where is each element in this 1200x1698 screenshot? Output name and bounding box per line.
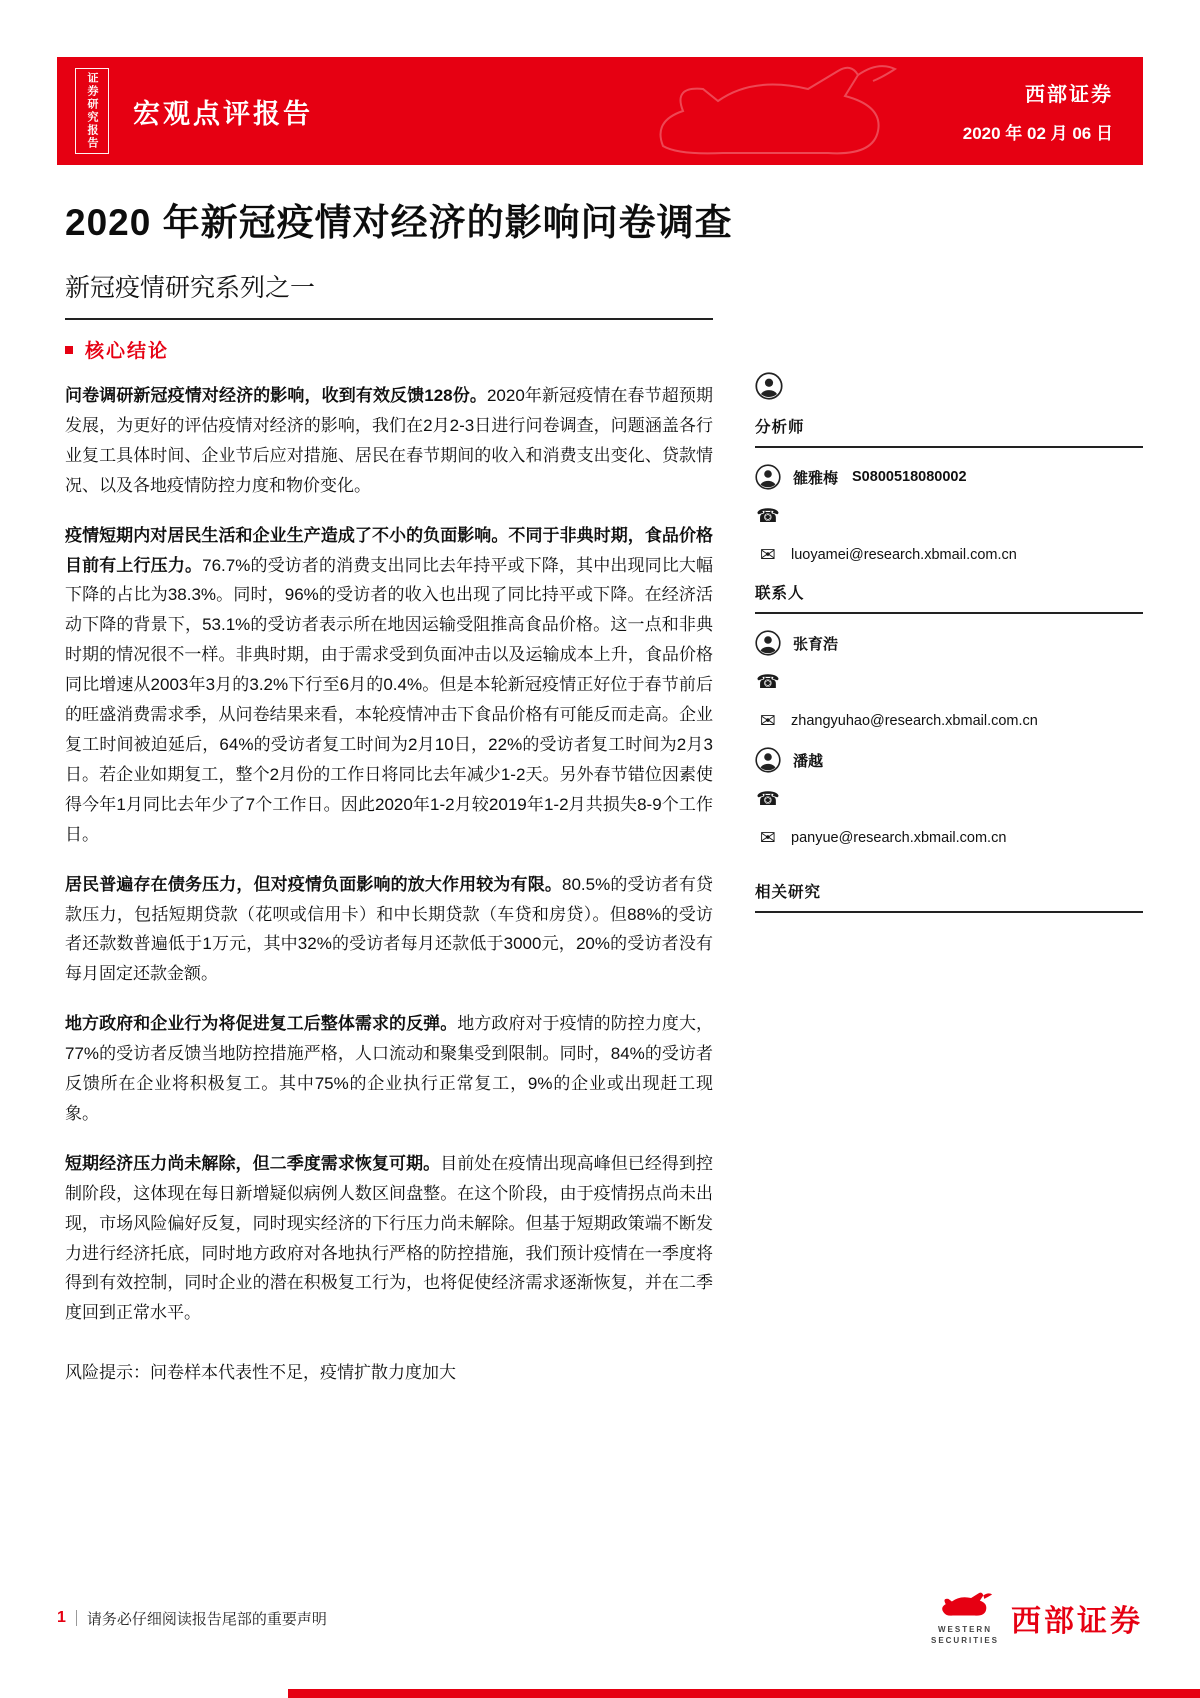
company-logo — [931, 1590, 1143, 1646]
footer-separator — [76, 1610, 77, 1626]
report-type-label: 宏观点评报告 — [133, 98, 313, 129]
analyst-row — [755, 464, 1143, 490]
paragraph-5 — [65, 1149, 713, 1328]
bull-watermark-icon — [633, 57, 933, 165]
body-text — [65, 381, 713, 1328]
page-number: 1 — [57, 1609, 66, 1627]
paragraph-3 — [65, 870, 713, 990]
paragraph-5-lead: 短期经济压力尚未解除，但二季度需求恢复可期。 — [65, 1153, 441, 1173]
paragraph-3-lead: 居民普遍存在债务压力，但对疫情负面影响的放大作用较为有限。 — [65, 874, 562, 894]
core-conclusion-heading — [65, 336, 713, 363]
analyst-email: luoyamei@research.xbmail.com.cn — [791, 547, 1017, 563]
bottom-red-bar — [288, 1689, 1200, 1698]
analyst-cert-number: S0800518080002 — [852, 469, 967, 485]
related-research-heading: 相关研究 — [755, 880, 1143, 913]
contact-phone-row — [755, 669, 1143, 695]
paragraph-2-body: 76.7%的受访者的消费支出同比去年持平或下降，其中出现同比大幅下降的占比为38.3%。同时，96%的受访者的收入也出现了同比持平或下降。在经济活动下降的背景下，53.1%的受访者表示所在地因运输受阻推高食品价格。这一点和非典时期的情况很不一样。非典时期，由于需求受到负面冲击以及运输成本上升，食品价格同比增速从2003年3月的3.2%下行至6月的0.4%。但是本轮新冠疫情正好位于春节前后的旺盛消费需求季，从问卷结果来看，本轮疫情冲击下食品价格有可能反而走高。企业复工时间被迫延后，64%的受访者复工时间为2月10日，22%的受访者复工时间为2月3日。若企业如期复工，整个2月份的工作日将同比去年减少1-2天。另外春节错位因素使得今年1月同比去年少了7个工作日。因此2020年1-2月较2019年1-2月共损失8-9个工作日。 — [65, 555, 714, 844]
contact-row — [755, 630, 1143, 656]
vertical-series-label: 证券研究报告 — [75, 68, 109, 154]
page-footer — [57, 1590, 1143, 1646]
contact-name: 潘越 — [793, 752, 824, 770]
logo-text-cn: 西部证券 — [1011, 1605, 1143, 1639]
email-icon: ✉ — [760, 544, 776, 566]
analyst-phone-row — [755, 503, 1143, 529]
brand-name: 西部证券 — [1025, 84, 1113, 106]
analyst-email-row — [755, 542, 1143, 568]
paragraph-1-body: 2020年新冠疫情在春节超预期发展，为更好的评估疫情对经济的影响，我们在2月2-3日进行问卷调查，问题涵盖各行业复工具体时间、企业节后应对措施、居民在春节期间的收入和消费支出变化、贷款情况、以及各地疫情防控力度和物价变化。 — [65, 386, 713, 495]
paragraph-3-body: 80.5%的受访者有贷款压力，包括短期贷款（花呗或信用卡）和中长期贷款（车贷和房贷）。但88%的受访者还款数普遍低于1万元，其中32%的受访者每月还款低于3000元，20%的受访者没有每月固定还款金额。 — [65, 874, 714, 984]
report-date: 2020 年 02 月 06 日 — [962, 124, 1113, 143]
email-icon: ✉ — [760, 827, 776, 849]
column-divider-line — [65, 318, 713, 320]
person-icon — [755, 464, 781, 490]
contact-phone-row — [755, 786, 1143, 812]
contact-email: zhangyuhao@research.xbmail.com.cn — [791, 713, 1038, 729]
red-square-bullet-icon — [65, 346, 73, 354]
banner-right-block — [963, 78, 1113, 144]
analyst-name: 雒雅梅 — [793, 469, 839, 487]
logo-text-en-top: WESTERN — [937, 1625, 992, 1635]
paragraph-5-body: 目前处在疫情出现高峰但已经得到控制阶段，这体现在每日新增疑似病例人数区间盘整。在这个阶段，由于疫情拐点尚未出现，市场风险偏好反复，同时现实经济的下行压力尚未解除。但基于短期政策端不断发力进行经济托底，同时地方政府对各地执行严格的防控措施，我们预计疫情在一季度将得到有效控制，同时企业的潜在积极复工行为，也将促使经济需求逐渐恢复，并在二季度回到正常水平。 — [65, 1153, 714, 1323]
phone-icon: ☎ — [756, 788, 780, 810]
content-columns — [65, 318, 1143, 1383]
paragraph-4 — [65, 1009, 713, 1129]
contact-section-heading: 联系人 — [755, 581, 1143, 614]
bull-logo-icon — [931, 1590, 999, 1646]
sidebar — [755, 318, 1143, 1383]
footer-disclaimer-block — [57, 1608, 327, 1629]
logo-text-en-bottom: SECURITIES — [930, 1635, 999, 1645]
section-title: 核心结论 — [85, 341, 170, 362]
sidebar-top-person-icon — [755, 372, 1143, 405]
contact-name: 张育浩 — [793, 635, 839, 653]
contact-email: panyue@research.xbmail.com.cn — [791, 830, 1007, 846]
paragraph-4-body: 地方政府对于疫情的防控力度大，77%的受访者反馈当地防控措施严格，人口流动和聚集受到限制。同时，84%的受访者反馈所在企业将积极复工。其中75%的企业执行正常复工，9%的企业或出现赶工现象。 — [65, 1014, 714, 1123]
header-banner — [57, 57, 1143, 165]
document-title: 2020 年新冠疫情对经济的影响问卷调查 — [65, 202, 733, 243]
contact-email-row — [755, 708, 1143, 734]
paragraph-2 — [65, 521, 713, 850]
person-icon — [755, 747, 781, 773]
document-subtitle: 新冠疫情研究系列之一 — [65, 274, 316, 302]
contact-row — [755, 747, 1143, 773]
person-icon — [755, 630, 781, 656]
phone-icon: ☎ — [756, 505, 780, 527]
title-block — [65, 192, 1143, 304]
analyst-section-heading: 分析师 — [755, 415, 1143, 448]
contact-email-row — [755, 825, 1143, 851]
risk-note: 风险提示：问卷样本代表性不足，疫情扩散力度加大 — [65, 1363, 456, 1383]
phone-icon: ☎ — [756, 671, 780, 693]
email-icon: ✉ — [760, 710, 776, 732]
footer-disclaimer-text: 请务必仔细阅读报告尾部的重要声明 — [86, 1610, 327, 1628]
paragraph-1-lead: 问卷调研新冠疫情对经济的影响，收到有效反馈128份。 — [65, 386, 487, 405]
main-column — [65, 318, 713, 1383]
paragraph-4-lead: 地方政府和企业行为将促进复工后整体需求的反弹。 — [65, 1014, 458, 1034]
paragraph-2-lead: 疫情短期内对居民生活和企业生产造成了不小的负面影响。不同于非典时期，食品价格目前有上行压力。 — [65, 525, 713, 575]
paragraph-1 — [65, 381, 713, 501]
